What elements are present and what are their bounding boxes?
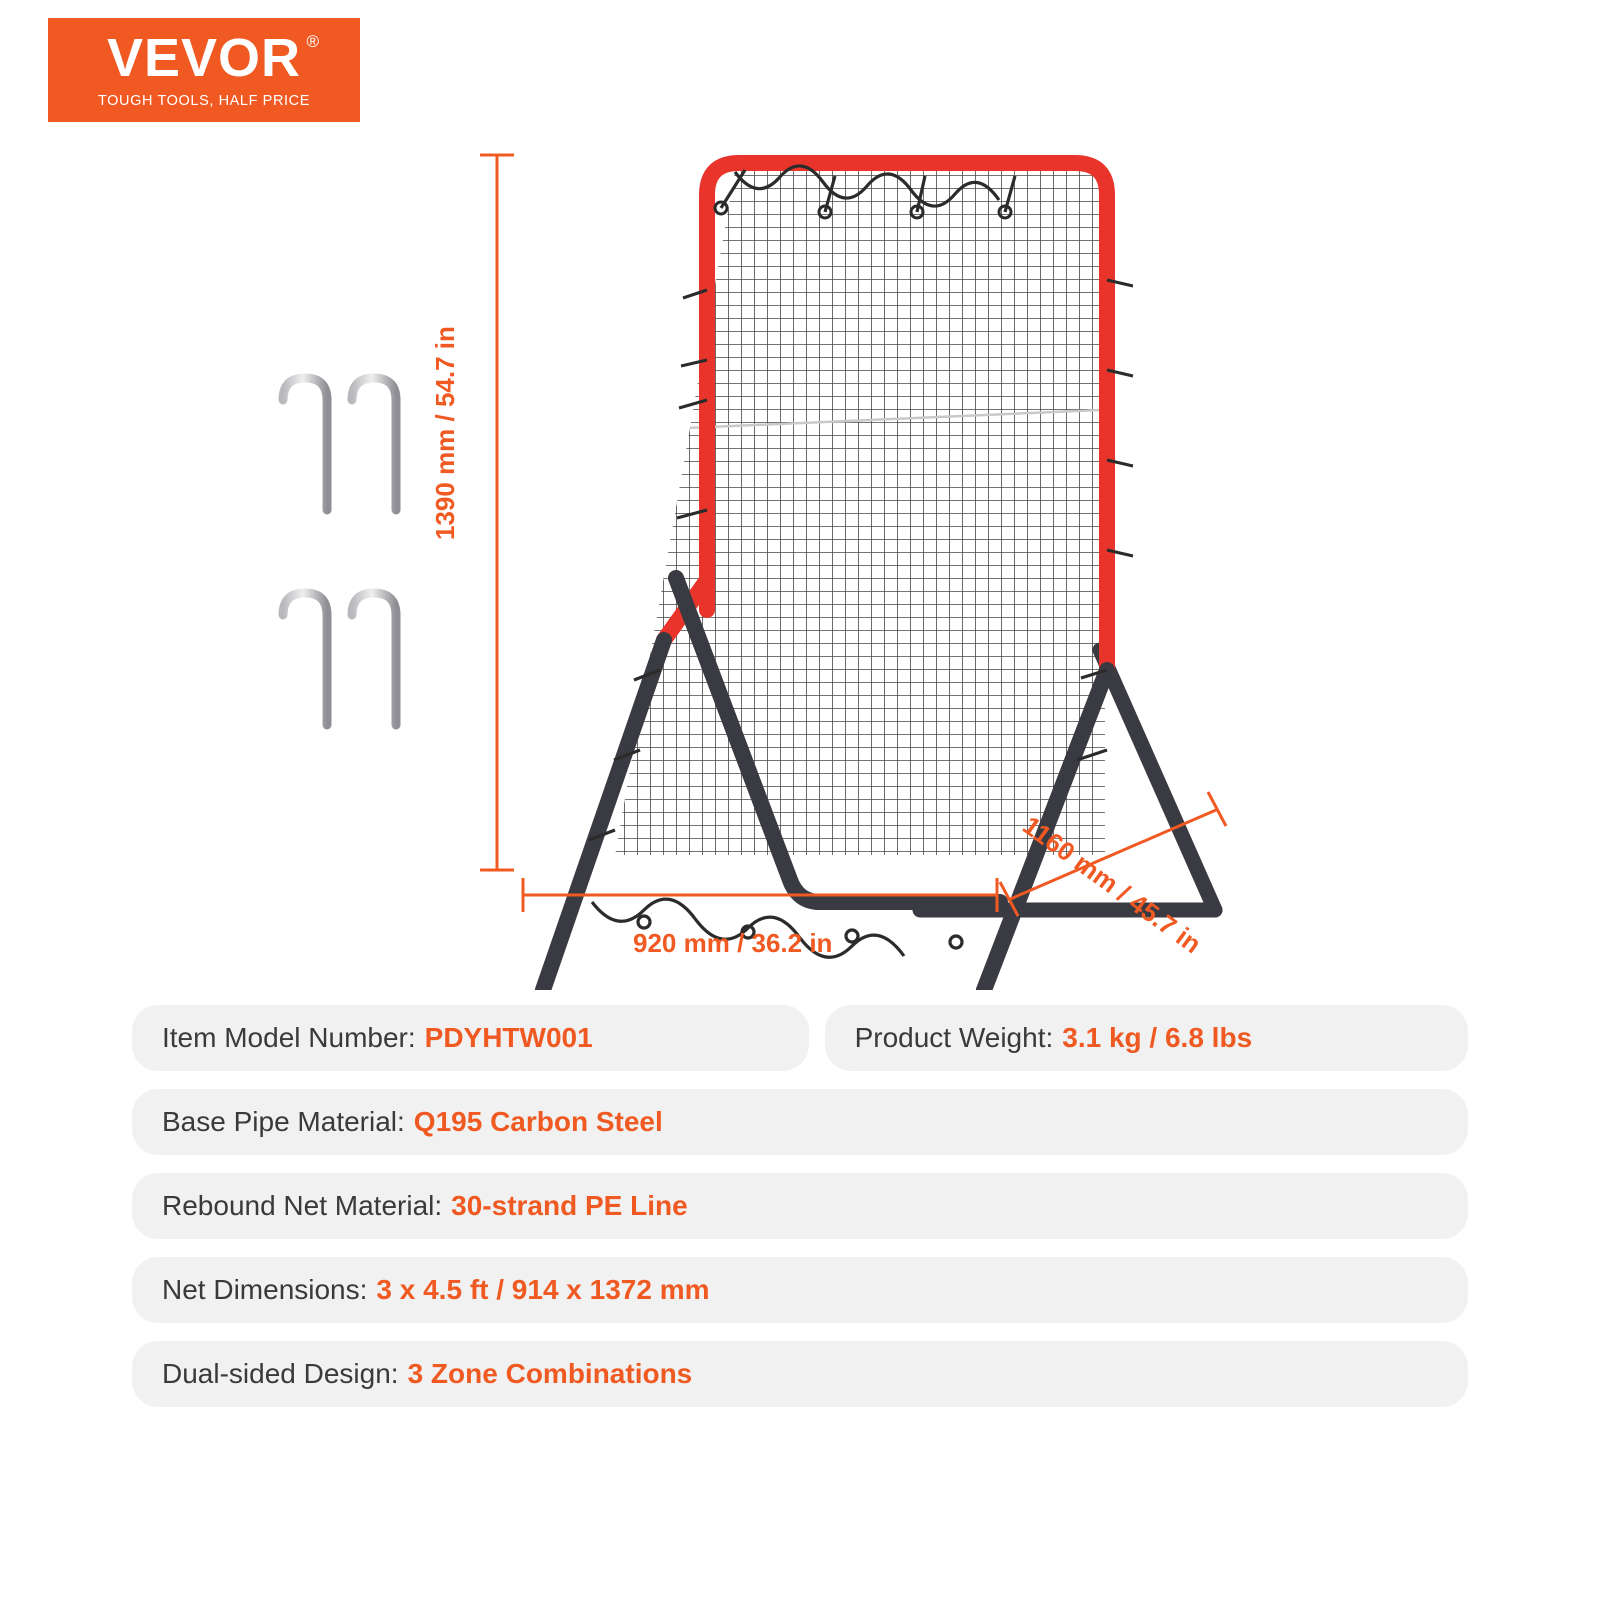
spec-row: [132, 1173, 1468, 1239]
spec-label: Net Dimensions:: [162, 1274, 368, 1305]
spec-list: [0, 1005, 1600, 1425]
spec-value: 3 Zone Combinations: [407, 1358, 693, 1389]
spec-row: [132, 1005, 1468, 1071]
spec-row: [132, 1257, 1468, 1323]
logo-wordmark: [106, 28, 321, 88]
spec-label: Rebound Net Material:: [162, 1190, 443, 1221]
spec-row: [132, 1089, 1468, 1155]
spec-item-net-dimensions: [132, 1257, 1468, 1323]
spec-item-product-weight: [825, 1005, 1468, 1071]
rebounder-diagram: [0, 110, 1600, 990]
spec-value: Q195 Carbon Steel: [413, 1106, 663, 1137]
dimension-depth-label: 1160 mm / 45.7 in: [1017, 810, 1207, 960]
registered-trademark-icon: ®: [306, 32, 321, 51]
dimension-width-label: 920 mm / 36.2 in: [633, 928, 833, 958]
spec-label: Dual-sided Design:: [162, 1358, 399, 1389]
spec-item-dual-sided-design: [132, 1341, 1468, 1407]
spec-row: [132, 1341, 1468, 1407]
logo-tagline: TOUGH TOOLS, HALF PRICE: [97, 93, 310, 109]
spec-label: Product Weight:: [854, 1022, 1054, 1053]
spec-value: PDYHTW001: [424, 1022, 593, 1053]
spec-value: 30-strand PE Line: [451, 1190, 688, 1221]
spec-label: Base Pipe Material:: [162, 1106, 405, 1137]
rebound-net: [615, 170, 1105, 855]
ground-stake-icons: [283, 378, 396, 725]
logo-wordmark-text: VEVOR: [106, 28, 302, 88]
product-illustration: [0, 110, 1600, 990]
vevor-logo: [48, 18, 360, 122]
spec-value: 3 x 4.5 ft / 914 x 1372 mm: [376, 1274, 710, 1305]
spec-item-base-pipe-material: [132, 1089, 1468, 1155]
spec-value: 3.1 kg / 6.8 lbs: [1062, 1022, 1253, 1053]
spec-item-model-number: [132, 1005, 809, 1071]
spec-item-rebound-net-material: [132, 1173, 1468, 1239]
spec-label: Item Model Number:: [162, 1022, 416, 1053]
dimension-height-label: 1390 mm / 54.7 in: [430, 326, 460, 540]
